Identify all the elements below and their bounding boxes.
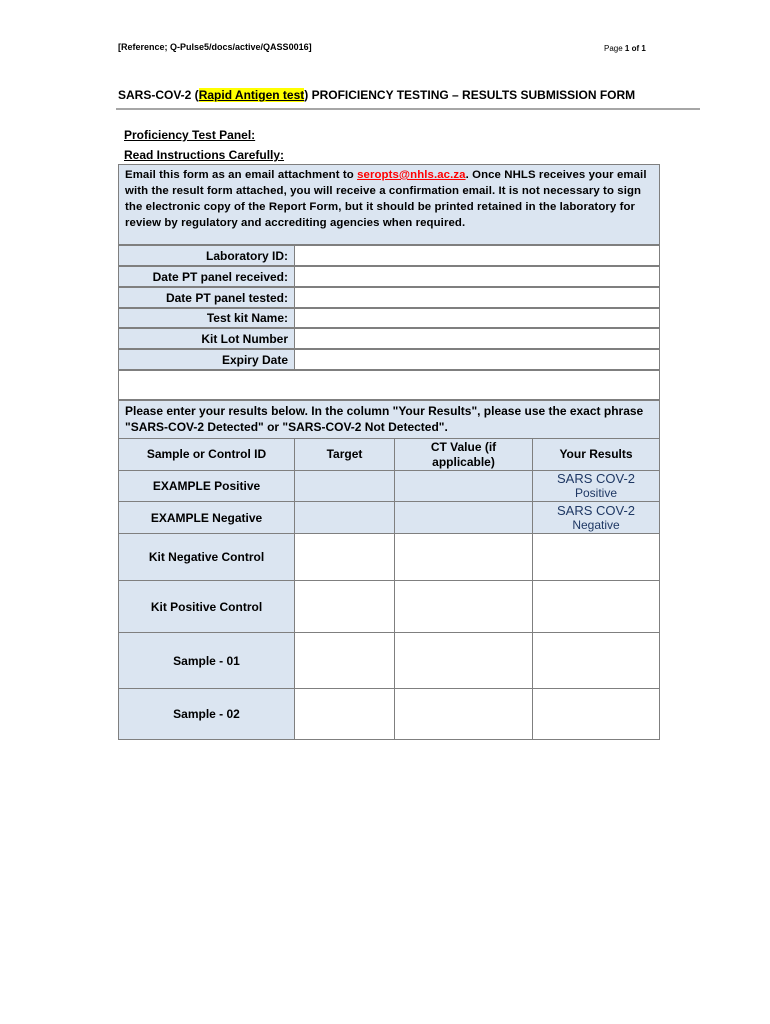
instructions-text-2: . Once NHLS receives your email with the result form attached, you will receive a confirmation email. It is not necessary to sign the electronic copy of the Report Form, but it should be printed retained in the laboratory for review by regulatory and accrediting agencies when required.	[125, 169, 647, 229]
title-highlight: Rapid Antigen test	[198, 88, 305, 102]
input-kit-lot-number[interactable]	[294, 328, 660, 349]
input-test-kit-name[interactable]	[294, 308, 660, 328]
panel-heading: Proficiency Test Panel:	[124, 128, 256, 142]
kit-positive-ct-input[interactable]	[394, 580, 533, 633]
page-of: of	[631, 44, 640, 53]
spacer-row	[118, 370, 660, 400]
kit-positive-result-input[interactable]	[532, 580, 660, 633]
example-negative-result-line1: SARS COV-2	[556, 502, 636, 518]
title-suffix: ) PROFICIENCY TESTING – RESULTS SUBMISSION FORM	[304, 88, 636, 102]
example-negative-target	[294, 501, 395, 534]
sample-02-result-input[interactable]	[532, 688, 660, 740]
input-laboratory-id[interactable]	[294, 245, 660, 266]
input-expiry-date[interactable]	[294, 349, 660, 370]
example-positive-result-line2: Positive	[574, 486, 618, 500]
instructions-text-1: Email this form as an email attachment to	[125, 169, 358, 181]
instructions-box	[118, 164, 660, 245]
label-laboratory-id: Laboratory ID:	[118, 245, 295, 266]
example-negative-ct	[394, 501, 533, 534]
col-header-target: Target	[294, 438, 395, 471]
page-prefix: Page	[604, 44, 623, 53]
example-positive-ct	[394, 470, 533, 502]
row-label-kit-positive-control: Kit Positive Control	[118, 580, 295, 633]
document-reference: [Reference; Q-Pulse5/docs/active/QASS0016]	[118, 42, 312, 52]
col-header-your-results: Your Results	[532, 438, 660, 471]
email-link[interactable]: seropts@nhls.ac.za	[357, 169, 466, 181]
sample-02-ct-input[interactable]	[394, 688, 533, 740]
row-label-sample-01: Sample - 01	[118, 632, 295, 689]
results-instructions: Please enter your results below. In the column "Your Results", please use the exact phrase "SARS-COV-2 Detected" or "SARS-COV-2 Not Detected".	[118, 400, 660, 439]
example-negative-result-line2: Negative	[572, 517, 620, 532]
sample-02-target-input[interactable]	[294, 688, 395, 740]
col-header-sample-id: Sample or Control ID	[118, 438, 295, 471]
sample-01-target-input[interactable]	[294, 632, 395, 689]
kit-negative-ct-input[interactable]	[394, 533, 533, 581]
input-date-tested[interactable]	[294, 287, 660, 308]
label-date-tested: Date PT panel tested:	[118, 287, 295, 308]
example-negative-result	[532, 501, 660, 534]
kit-negative-result-input[interactable]	[532, 533, 660, 581]
kit-negative-target-input[interactable]	[294, 533, 395, 581]
form-title	[118, 88, 635, 102]
input-date-received[interactable]	[294, 266, 660, 287]
example-positive-result	[532, 470, 660, 502]
instructions-heading: Read Instructions Carefully:	[124, 148, 285, 162]
kit-positive-target-input[interactable]	[294, 580, 395, 633]
row-label-example-negative: EXAMPLE Negative	[118, 501, 295, 534]
label-kit-lot-number: Kit Lot Number	[118, 328, 295, 349]
row-label-example-positive: EXAMPLE Positive	[118, 470, 295, 502]
title-prefix: SARS-COV-2 (	[118, 88, 199, 102]
row-label-sample-02: Sample - 02	[118, 688, 295, 740]
col-header-ct-value: CT Value (if applicable)	[394, 438, 533, 471]
label-date-received: Date PT panel received:	[118, 266, 295, 287]
example-positive-target	[294, 470, 395, 502]
page-current: 1	[624, 44, 630, 53]
label-test-kit-name: Test kit Name:	[118, 308, 295, 328]
page-number	[604, 44, 646, 53]
title-divider	[116, 108, 700, 110]
sample-01-result-input[interactable]	[532, 632, 660, 689]
sample-01-ct-input[interactable]	[394, 632, 533, 689]
page-total: 1	[641, 44, 646, 53]
row-label-kit-negative-control: Kit Negative Control	[118, 533, 295, 581]
example-positive-result-line1: SARS COV-2	[556, 471, 636, 486]
label-expiry-date: Expiry Date	[118, 349, 295, 370]
